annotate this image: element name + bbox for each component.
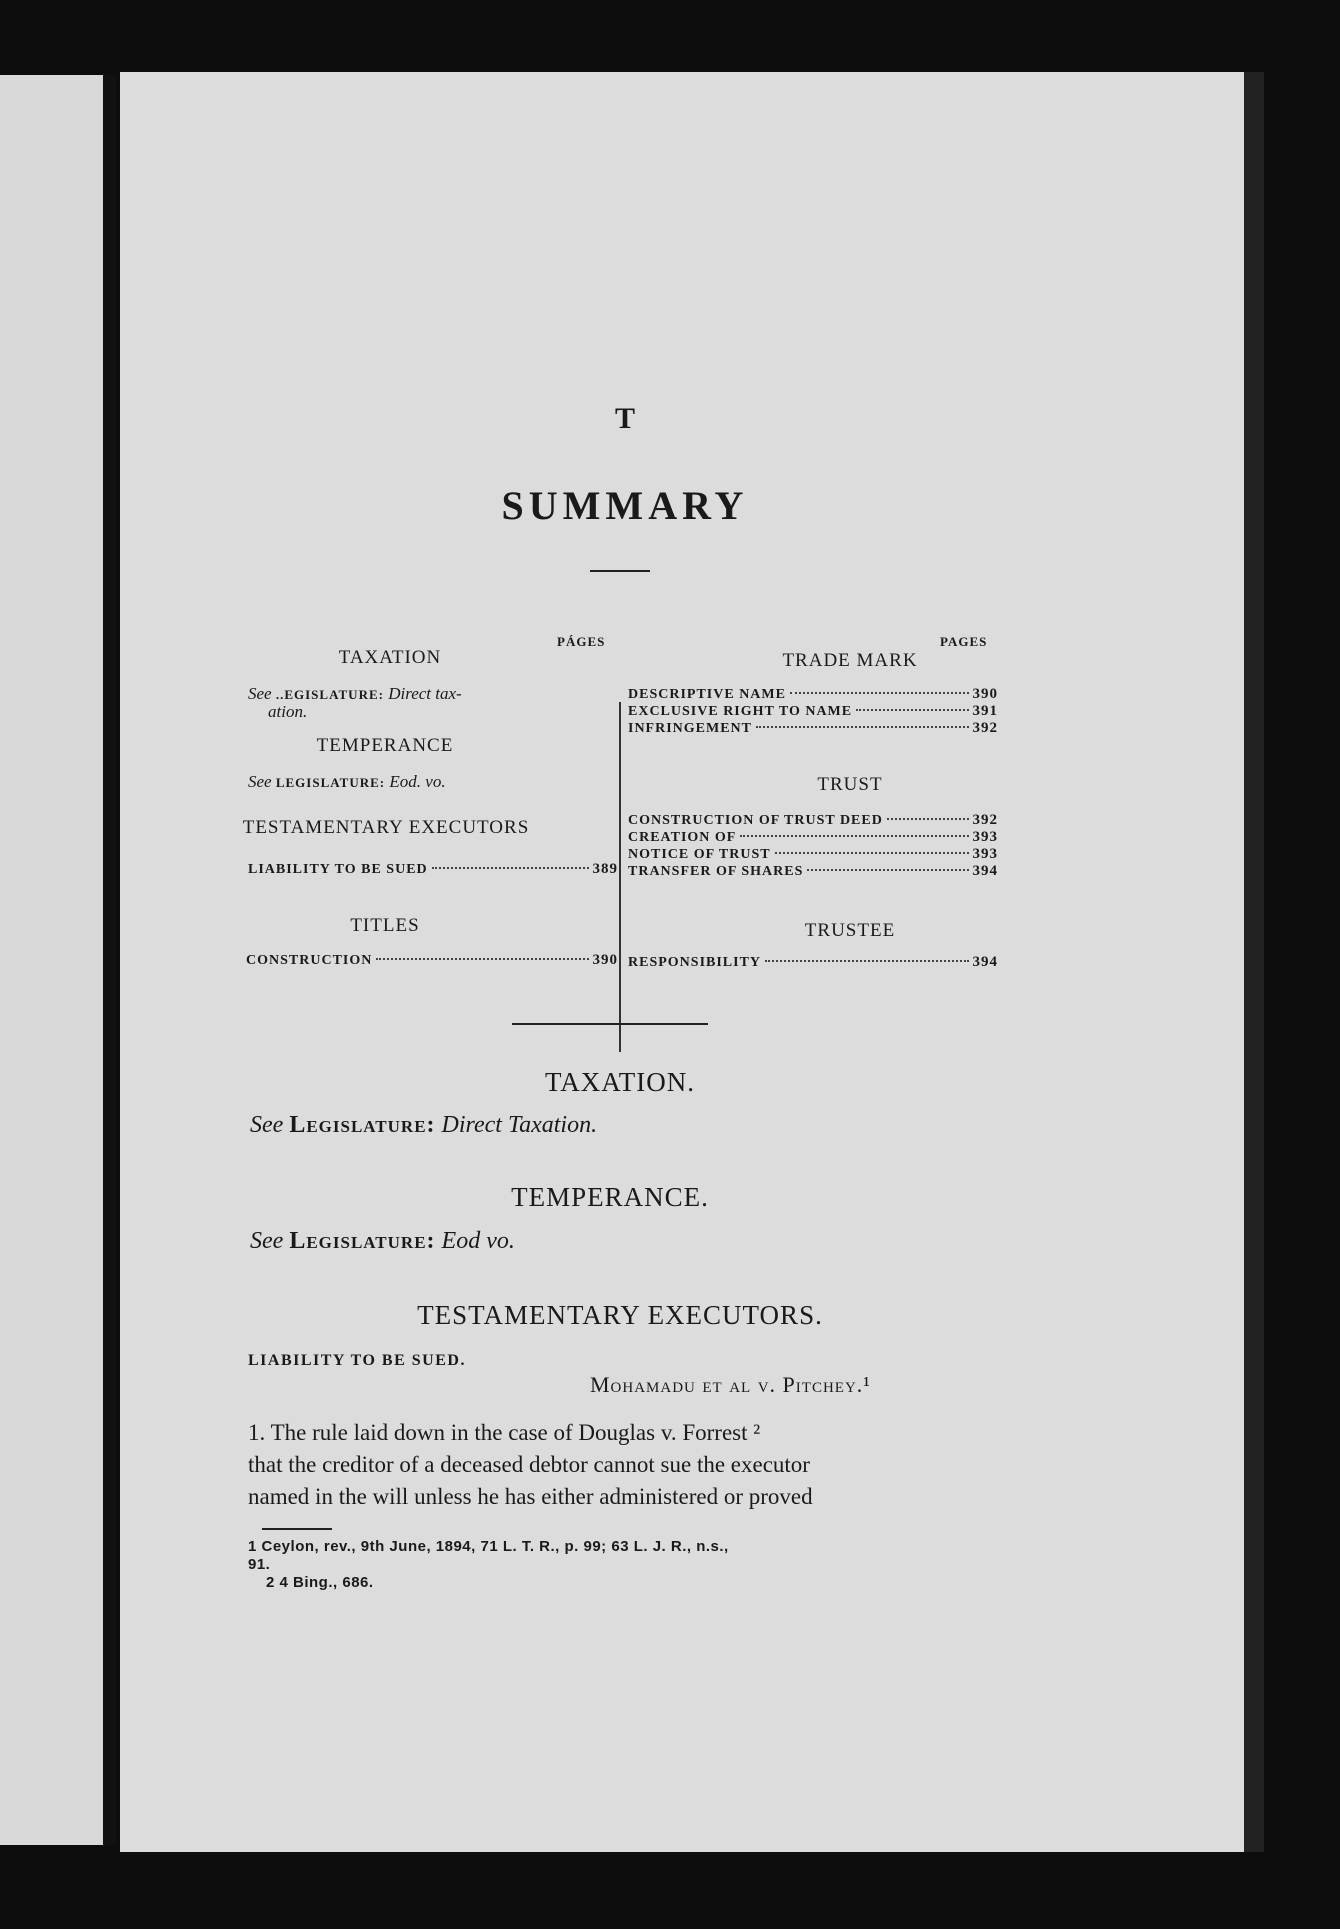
section-rule xyxy=(512,1023,708,1025)
paragraph-line: that the creditor of a deceased debtor cannot sue the executor xyxy=(248,1452,810,1477)
taxation-see-line: See ..EGISLATURE: Direct tax- xyxy=(248,684,462,703)
footnote-rule xyxy=(262,1528,332,1530)
footnote-1-cont: 91. xyxy=(248,1556,271,1573)
heading-trade-mark: TRADE MARK xyxy=(782,650,918,671)
summary-row: DESCRIPTIVE NAME 390 xyxy=(628,686,998,702)
leader-dots xyxy=(376,958,588,960)
heading-trust: TRUST xyxy=(817,774,883,795)
leader-dots xyxy=(856,709,968,711)
body-paragraph xyxy=(248,1417,978,1513)
temperance-see-line: See LEGISLATURE: Eod. vo. xyxy=(248,772,446,791)
book-gutter xyxy=(103,75,116,1845)
temperance-see-line-body: See Legislature: Eod vo. xyxy=(250,1228,515,1254)
footnote-2: 2 4 Bing., 686. xyxy=(266,1574,374,1591)
section-letter: T xyxy=(614,402,635,435)
paragraph-line: named in the will unless he has either administered or proved xyxy=(248,1484,813,1509)
summary-row: CONSTRUCTION OF TRUST DEED 392 xyxy=(628,812,998,828)
heading-titles: TITLES xyxy=(350,915,420,936)
paragraph-line: 1. The rule laid down in the case of Douglas v. Forrest ² xyxy=(248,1420,761,1445)
heading-trustee: TRUSTEE xyxy=(804,920,896,941)
heading-taxation: TAXATION xyxy=(338,647,442,668)
taxation-see-line-body: See Legislature: Direct Taxation. xyxy=(250,1112,598,1138)
summary-row: CONSTRUCTION 390 xyxy=(246,952,618,968)
summary-row: TRANSFER OF SHARES 394 xyxy=(628,863,998,879)
page-edge-right xyxy=(1244,72,1264,1852)
column-divider xyxy=(619,702,621,1052)
leader-dots xyxy=(765,960,968,962)
leader-dots xyxy=(887,818,969,820)
heading-testamentary-body: TESTAMENTARY EXECUTORS. xyxy=(417,1300,823,1330)
footnote-1: 1 Ceylon, rev., 9th June, 1894, 71 L. T. R., p. 99; 63 L. J. R., n.s., xyxy=(248,1538,729,1555)
heading-temperance: TEMPERANCE xyxy=(316,735,454,756)
summary-row: RESPONSIBILITY 394 xyxy=(628,954,998,970)
heading-testamentary: TESTAMENTARY EXECUTORS xyxy=(242,817,530,838)
summary-row: LIABILITY TO BE SUED 389 xyxy=(248,861,618,877)
taxation-see-line-cont: ation. xyxy=(268,702,308,721)
summary-row: NOTICE OF TRUST 393 xyxy=(628,846,998,862)
book-page xyxy=(120,72,1244,1852)
pages-header-left: PÁGES xyxy=(557,634,606,649)
summary-row: CREATION OF 393 xyxy=(628,829,998,845)
facing-page-edge xyxy=(0,75,103,1845)
summary-row: EXCLUSIVE RIGHT TO NAME 391 xyxy=(628,703,998,719)
leader-dots xyxy=(740,835,968,837)
summary-row: INFRINGEMENT 392 xyxy=(628,720,998,736)
summary-title: SUMMARY xyxy=(501,483,749,528)
heading-temperance-body: TEMPERANCE. xyxy=(511,1182,709,1212)
heading-taxation-body: TAXATION. xyxy=(544,1067,696,1097)
leader-dots xyxy=(790,692,969,694)
leader-dots xyxy=(807,869,968,871)
leader-dots xyxy=(432,867,589,869)
liability-subheading: LIABILITY TO BE SUED. xyxy=(248,1352,466,1369)
pages-header-right: PAGES xyxy=(940,634,988,649)
leader-dots xyxy=(756,726,968,728)
case-name: Mohamadu et al v. Pitchey.¹ xyxy=(590,1372,871,1397)
leader-dots xyxy=(775,852,969,854)
title-rule xyxy=(590,570,650,572)
